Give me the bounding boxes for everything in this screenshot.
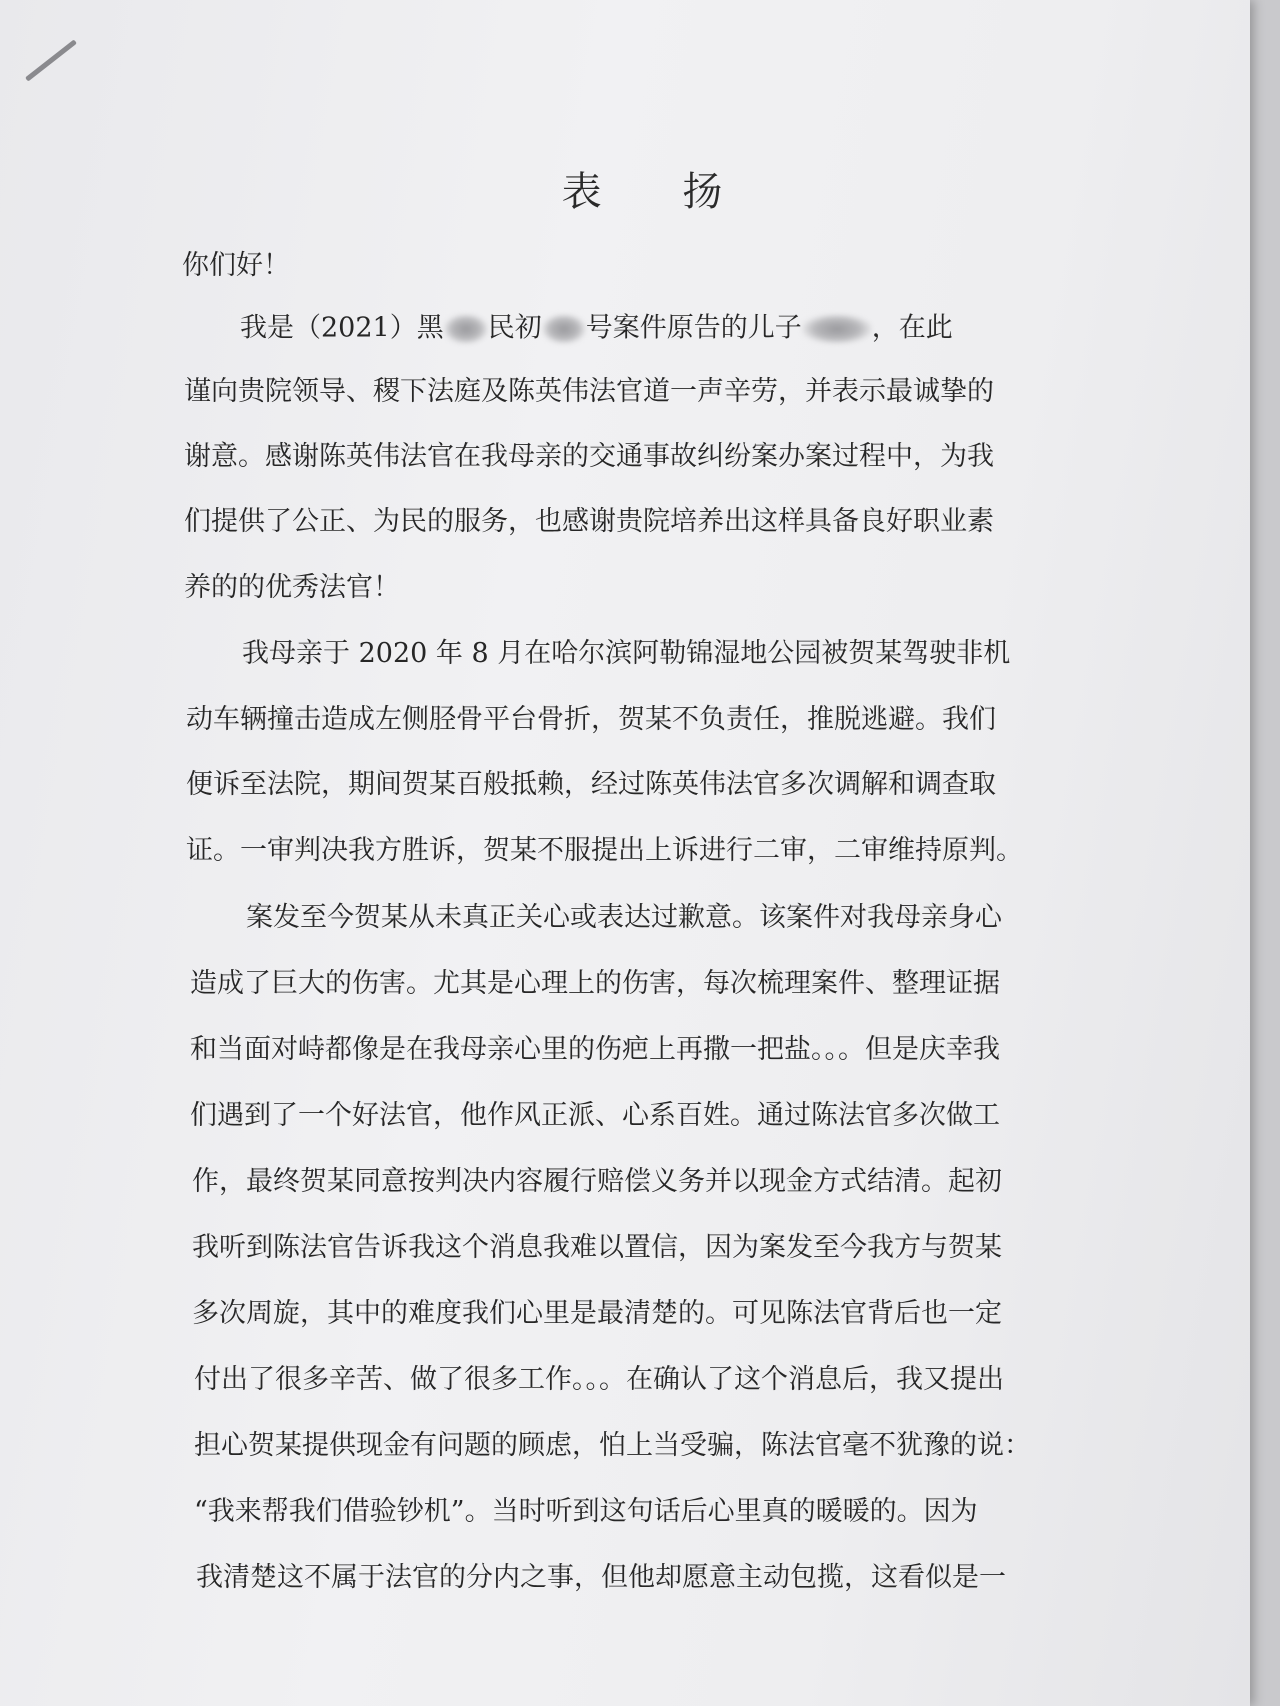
letter-line: 谨向贵院领导、稷下法庭及陈英伟法官道一声辛劳，并表示最诚挚的 — [184, 376, 994, 407]
letter-line: 和当面对峙都像是在我母亲心里的伤疤上再撒一把盐。。。但是庆幸我 — [190, 1034, 1000, 1065]
letter-line: 我听到陈法官告诉我这个消息我难以置信，因为案发至今我方与贺某 — [192, 1232, 1002, 1263]
letter-line: 造成了巨大的伤害。尤其是心理上的伤害，每次梳理案件、整理证据 — [190, 968, 1000, 999]
case-mid: 民初 — [487, 312, 542, 344]
letter-line: “我来帮我们借验钞机”。当时听到这句话后心里真的暖暖的。因为 — [194, 1496, 978, 1527]
letter-line: 多次周旋，其中的难度我们心里是最清楚的。可见陈法官背后也一定 — [192, 1298, 1002, 1329]
letter-line: 证。一审判决我方胜诉，贺某不服提出上诉进行二审，二审维持原判。 — [186, 835, 1023, 866]
redaction-blur — [444, 314, 488, 344]
letter-line: 动车辆撞击造成左侧胫骨平台骨折，贺某不负责任，推脱逃避。我们 — [186, 704, 996, 735]
line-end: ，在此 — [871, 312, 953, 344]
letter-line: 谢意。感谢陈英伟法官在我母亲的交通事故纠纷案办案过程中，为我 — [184, 441, 994, 472]
letter-line: 便诉至法院，期间贺某百般抵赖，经过陈英伟法官多次调解和调查取 — [186, 769, 996, 800]
letter-title: 表 扬 — [561, 169, 757, 215]
case-prefix: 我是（2021）黑 — [240, 312, 444, 344]
letter-line: 们遇到了一个好法官，他作风正派、心系百姓。通过陈法官多次做工 — [190, 1100, 1000, 1131]
letter-line: 担心贺某提供现金有问题的顾虑，怕上当受骗，陈法官毫不犹豫的说： — [194, 1430, 1031, 1461]
letter-line-1 — [240, 314, 953, 344]
letter-line: 我清楚这不属于法官的分内之事，但他却愿意主动包揽，这看似是一 — [196, 1562, 1006, 1593]
letter-line: 案发至今贺某从未真正关心或表达过歉意。该案件对我母亲身心 — [246, 902, 1002, 933]
staple-mark — [25, 39, 77, 81]
letter-line: 们提供了公正、为民的服务，也感谢贵院培养出这样具备良好职业素 — [184, 506, 994, 537]
letter-line: 作，最终贺某同意按判决内容履行赔偿义务并以现金方式结清。起初 — [192, 1166, 1002, 1197]
letter-line: 我母亲于 2020 年 8 月在哈尔滨阿勒锦湿地公园被贺某驾驶非机 — [242, 638, 1011, 669]
redaction-blur — [542, 314, 586, 344]
greeting: 你们好！ — [182, 250, 290, 281]
letter-line: 付出了很多辛苦、做了很多工作。。。在确认了这个消息后，我又提出 — [194, 1364, 1004, 1395]
letter-line: 养的的优秀法官！ — [184, 572, 400, 603]
redaction-blur — [802, 314, 872, 344]
case-suffix: 号案件原告的儿子 — [585, 312, 802, 344]
